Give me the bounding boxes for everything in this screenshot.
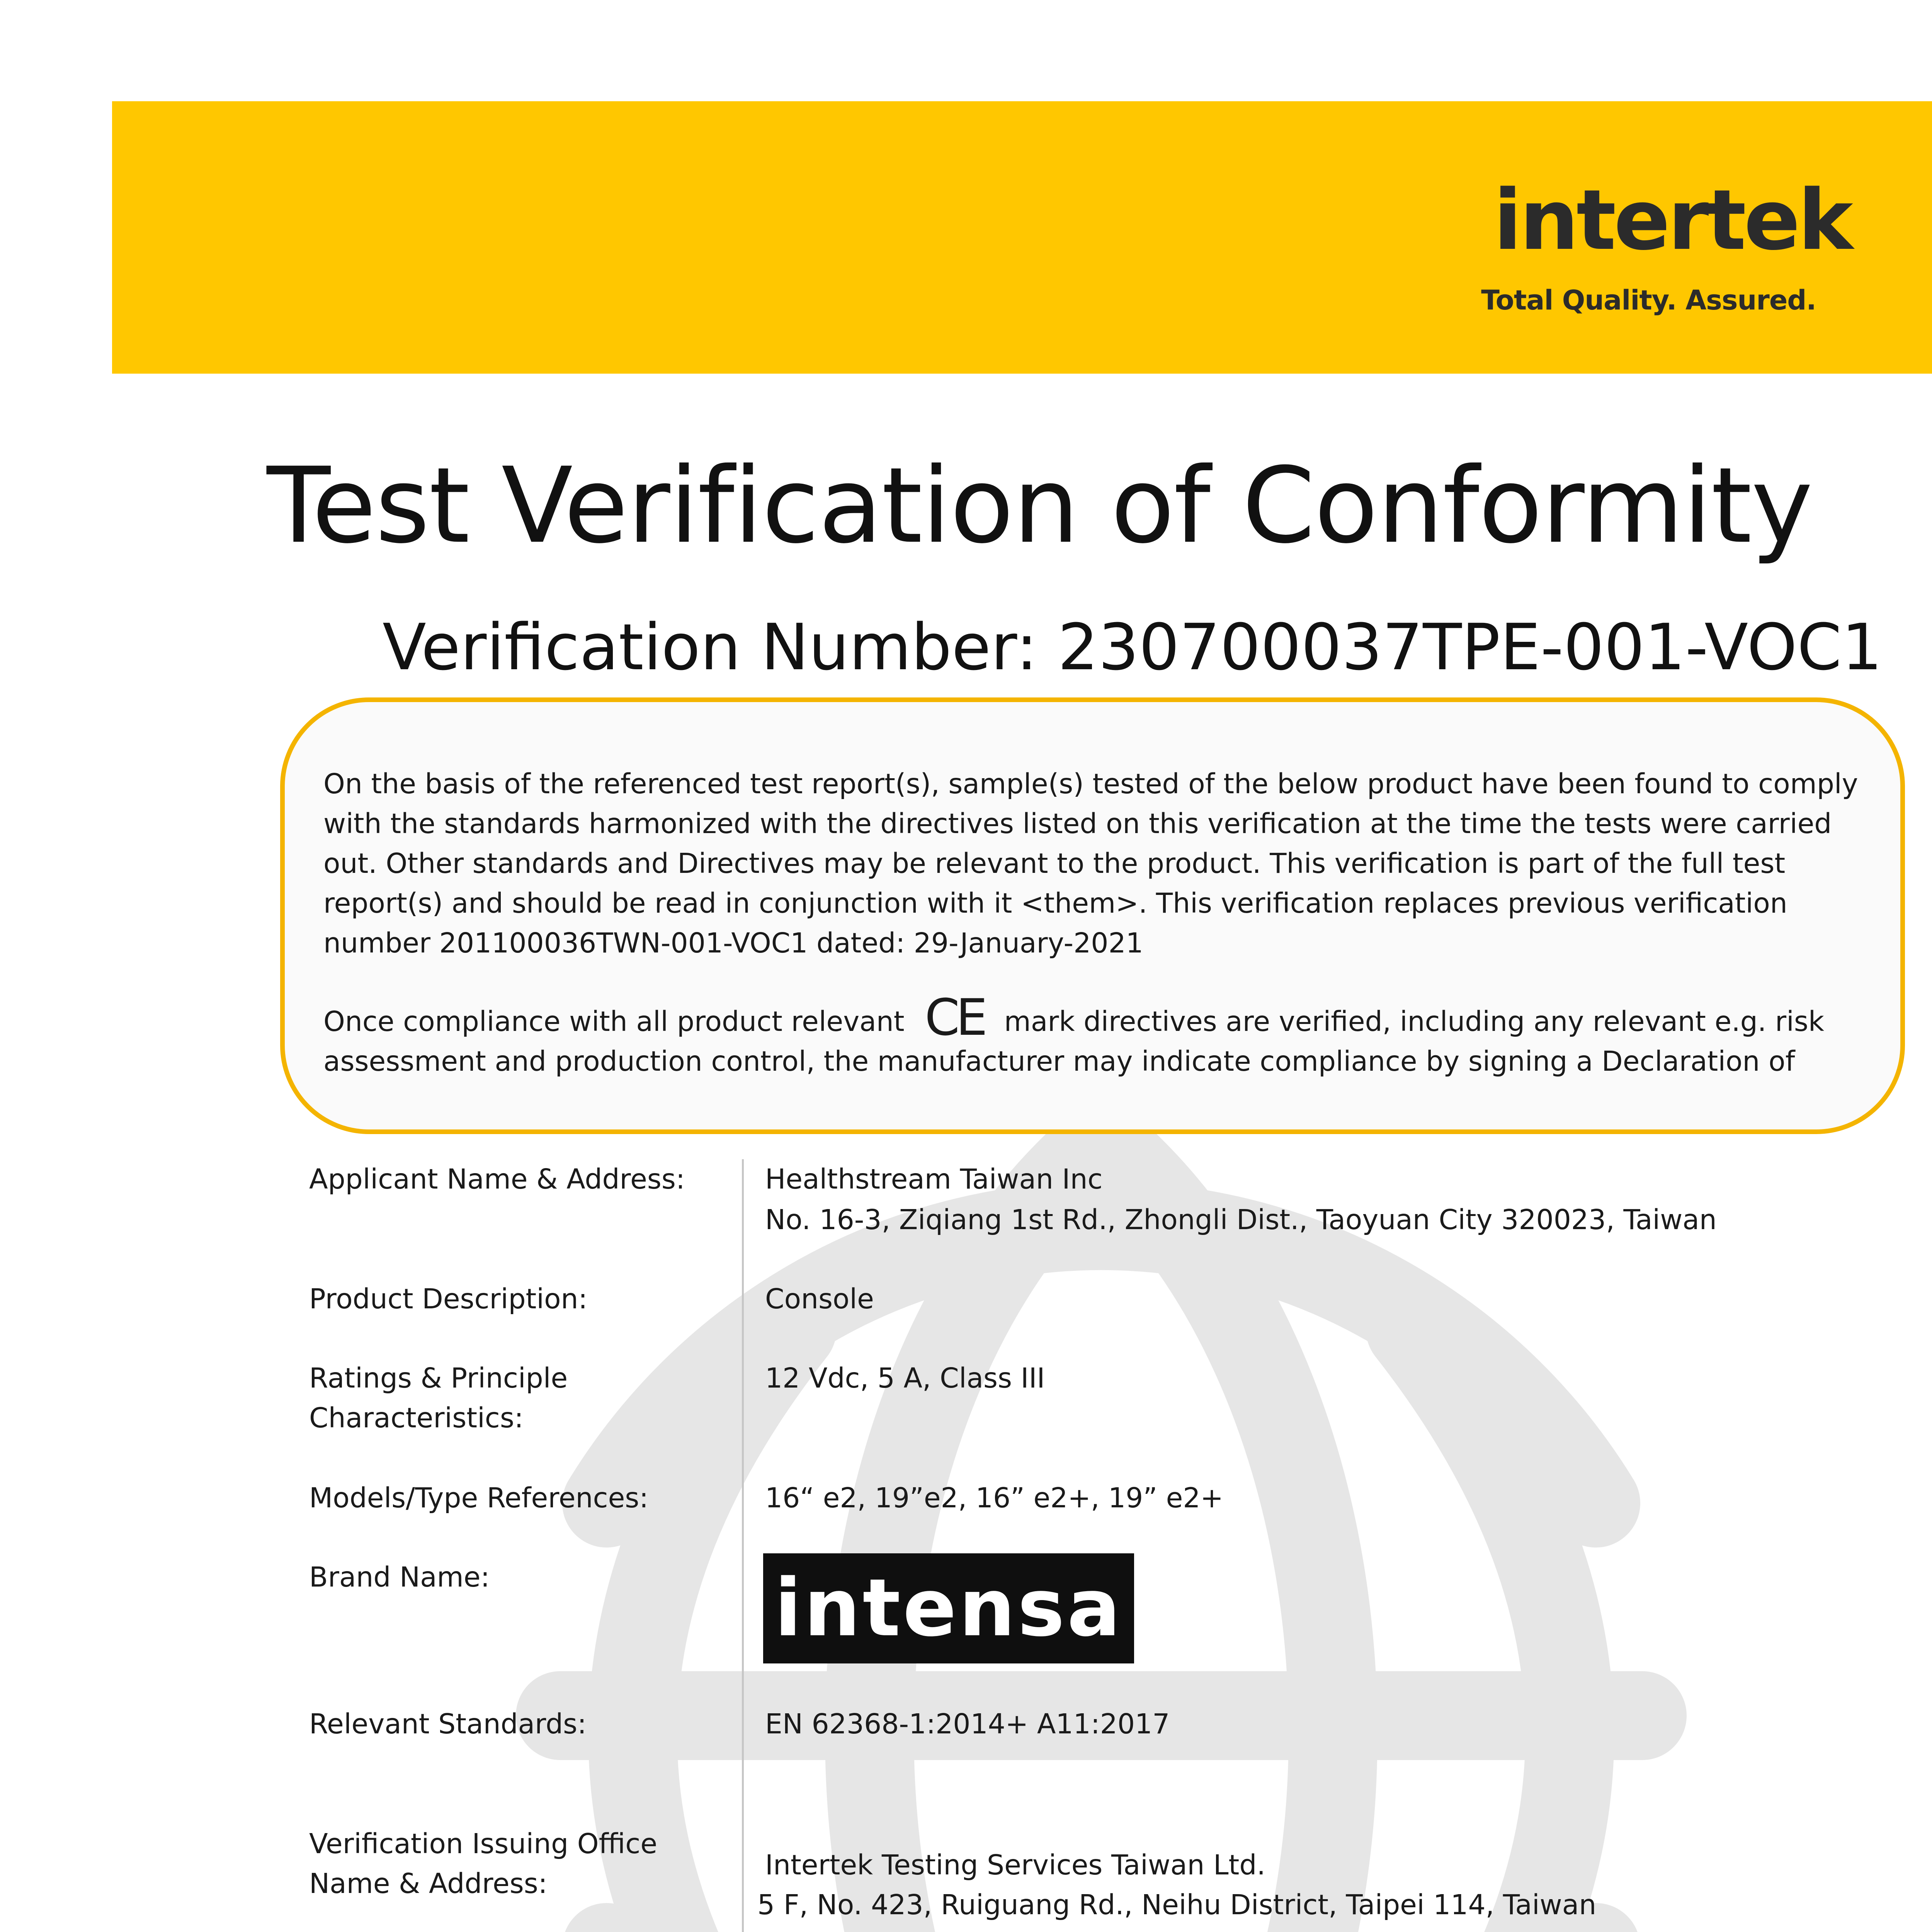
logo-tagline: Total Quality. Assured. bbox=[1481, 284, 1816, 316]
ce-paragraph-rest: mark directives are verified, including any relevant e.g. risk assessment and production control, the manufacturer may indicate compliance by signing a Declaration of bbox=[323, 1005, 1824, 1077]
intertek-logo: intertek bbox=[1493, 172, 1851, 269]
office-label-line2: Name & Address: bbox=[309, 1867, 548, 1900]
ratings-label-line1: Ratings & Principle bbox=[309, 1362, 568, 1394]
ce-paragraph-lead: Once compliance with all product relevant bbox=[323, 1005, 905, 1037]
standards-value: EN 62368-1:2014+ A11:2017 bbox=[765, 1708, 1170, 1740]
document-title: Test Verification of Conformity bbox=[267, 445, 1812, 566]
header-band bbox=[112, 101, 1932, 374]
brand-logo-text: intensa bbox=[774, 1562, 1123, 1654]
standards-label: Relevant Standards: bbox=[309, 1708, 587, 1740]
ratings-label-line2: Characteristics: bbox=[309, 1402, 524, 1434]
brand-label: Brand Name: bbox=[309, 1561, 490, 1593]
statement-box bbox=[280, 697, 1905, 1134]
product-label: Product Description: bbox=[309, 1283, 588, 1315]
applicant-label: Applicant Name & Address: bbox=[309, 1163, 685, 1195]
models-value: 16“ e2, 19”e2, 16” e2+, 19” e2+ bbox=[765, 1482, 1224, 1514]
statement-paragraph: On the basis of the referenced test report(s), sample(s) tested of the below product have been found to comply with the standards harmonized with the directives listed on this verification at the time the tests were carried out. Other standards and Directives may be relevant to the product. This verification is part of the full test report(s) and should be read in conjunction with it <them>. This verification replaces previous verification number 201100036TWN-001-VOC1 dated: 29-January-2021 bbox=[323, 768, 1858, 959]
ce-compliance-paragraph bbox=[323, 988, 1881, 1081]
office-name: Intertek Testing Services Taiwan Ltd. bbox=[765, 1849, 1266, 1881]
applicant-name: Healthstream Taiwan Inc bbox=[765, 1163, 1103, 1195]
ce-mark-icon: CE bbox=[925, 988, 984, 1047]
applicant-address: No. 16-3, Ziqiang 1st Rd., Zhongli Dist., Taoyuan City 320023, Taiwan bbox=[765, 1204, 1717, 1236]
brand-logo bbox=[763, 1553, 1134, 1663]
office-address: 5 F, No. 423, Ruiguang Rd., Neihu District, Taipei 114, Taiwan bbox=[757, 1889, 1597, 1921]
verification-number: Verification Number: 230700037TPE-001-VOC1 bbox=[383, 610, 1883, 684]
models-label: Models/Type References: bbox=[309, 1482, 649, 1514]
details-divider bbox=[742, 1159, 744, 1932]
office-label-line1: Verification Issuing Office bbox=[309, 1828, 658, 1860]
ratings-value: 12 Vdc, 5 A, Class III bbox=[765, 1362, 1045, 1394]
product-value: Console bbox=[765, 1283, 874, 1315]
